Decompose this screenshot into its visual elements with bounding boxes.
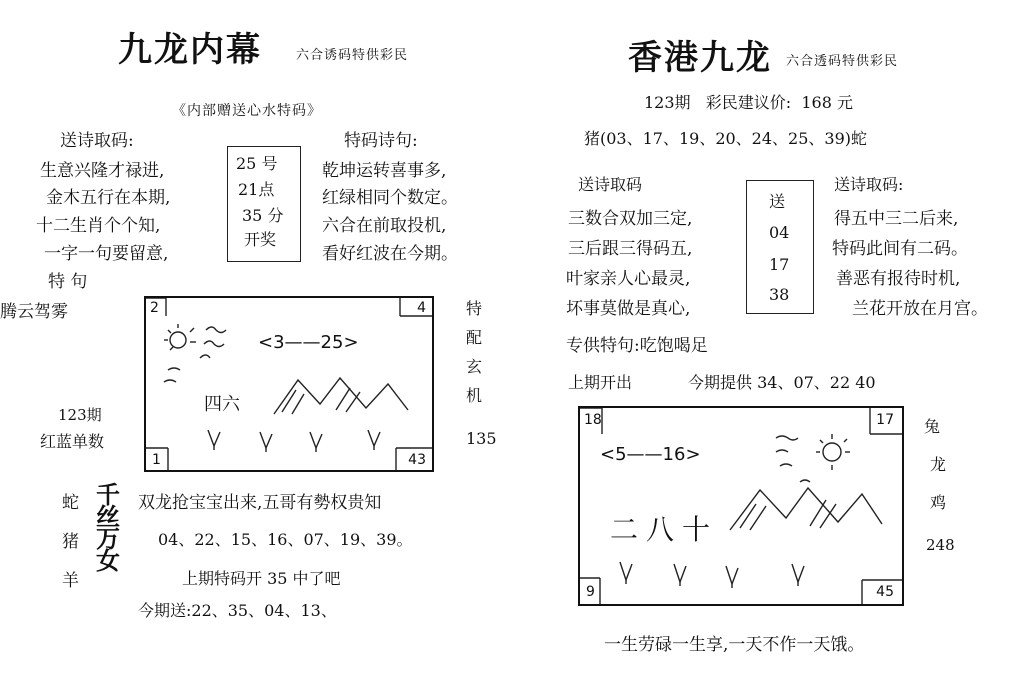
right-poem-left-1: 三数合双加三定, xyxy=(568,209,693,229)
vertical-char-2: 配 xyxy=(465,328,482,347)
special-poem-line-2: 红绿相同个数定。 xyxy=(322,188,458,208)
right-hint-picture xyxy=(578,406,904,606)
special-poem-line-1: 乾坤运转喜事多, xyxy=(322,161,447,181)
right-pic-hand-text: 二八十 xyxy=(610,513,719,546)
left-hand-big: 千丝万女 xyxy=(96,480,120,575)
right-pic-corner-tr: 17 xyxy=(876,412,894,428)
right-special-phrase: 专供特句:吃饱喝足 xyxy=(566,336,708,356)
left-right-number: 135 xyxy=(466,429,497,448)
left-poem-line-1: 生意兴隆才禄进, xyxy=(40,161,165,181)
right-zodiac-line: 猪(03、17、19、20、24、25、39)蛇 xyxy=(584,129,868,148)
right-pic-range: <5——16> xyxy=(600,444,701,465)
special-phrase: 腾云驾雾 xyxy=(0,302,68,322)
vertical-char-4: 机 xyxy=(465,386,482,405)
draw-label: 开奖 xyxy=(244,230,277,249)
side-zodiac-dragon: 龙 xyxy=(930,455,947,474)
right-poem-right-2: 特码此间有二码。 xyxy=(832,239,968,259)
side-number: 248 xyxy=(926,536,955,554)
send-box-num-3: 38 xyxy=(769,285,790,304)
sun-icon xyxy=(170,332,186,348)
left-pic-corner-br: 43 xyxy=(408,452,426,468)
left-pic-corner-tr: 4 xyxy=(417,300,426,316)
left-today-send: 今期送:22、35、04、13、 xyxy=(138,601,337,620)
send-box-num-2: 17 xyxy=(769,255,790,274)
right-pic-corner-tl: 18 xyxy=(584,412,602,428)
draw-hour: 21点 xyxy=(238,180,275,199)
right-pic-corner-br: 45 xyxy=(876,584,894,600)
left-line-1: 双龙抢宝宝出来,五哥有勢权贵知 xyxy=(138,493,382,513)
send-box-label: 送 xyxy=(769,192,786,211)
zodiac-label-snake: 蛇 xyxy=(62,493,79,513)
left-pic-corner-tl: 2 xyxy=(150,300,159,316)
right-poem-right-4: 兰花开放在月宫。 xyxy=(852,299,988,319)
zodiac-label-pig: 猪 xyxy=(62,532,79,552)
right-today-provide: 今期提供 34、07、22 40 xyxy=(688,373,876,392)
special-poem-line-3: 六合在前取投机, xyxy=(322,216,447,236)
left-title: 九龙内幕 xyxy=(118,30,262,70)
right-vertical-text xyxy=(464,294,484,410)
right-poem-left-2: 三后跟三得码五, xyxy=(568,239,693,259)
left-poem-line-3: 十二生肖个个知, xyxy=(36,216,161,236)
special-poem-label: 特码诗句: xyxy=(344,131,418,151)
side-zodiac-rooster: 鸡 xyxy=(930,493,947,512)
left-pic-drawing xyxy=(146,298,432,470)
draw-time-box xyxy=(227,146,301,262)
left-last-hit: 上期特码开 35 中了吧 xyxy=(182,569,341,588)
right-footer: 一生劳碌一生享,一天不作一天饿。 xyxy=(604,635,865,655)
right-price-line: 123期 彩民建议价: 168 元 xyxy=(644,93,853,112)
left-hint-picture xyxy=(144,296,434,472)
side-zodiac-rabbit: 兔 xyxy=(924,417,941,436)
left-poem-line-4: 一字一句要留意, xyxy=(44,244,169,264)
right-title: 香港九龙 xyxy=(628,38,772,78)
zodiac-label-sheep: 羊 xyxy=(62,571,79,591)
left-pic-hand-text: 四六 xyxy=(204,394,240,415)
right-poem-right-3: 善恶有报待时机, xyxy=(836,269,961,289)
left-poem-label: 送诗取码: xyxy=(60,131,134,151)
draw-date: 25 号 xyxy=(236,154,278,173)
right-poem-left-4: 坏事莫做是真心, xyxy=(566,299,691,319)
left-pic-corner-bl: 1 xyxy=(152,452,161,468)
special-poem-line-4: 看好红波在今期。 xyxy=(322,244,458,264)
left-poem-line-2: 金木五行在本期, xyxy=(46,188,171,208)
left-subtitle: 六合诱码特供彩民 xyxy=(296,48,409,63)
send-box-num-1: 04 xyxy=(769,223,790,242)
vertical-char-1: 特 xyxy=(465,299,482,318)
right-poem-right-1: 得五中三二后来, xyxy=(834,209,959,229)
sun-icon xyxy=(823,443,841,461)
right-poem-label-right: 送诗取码: xyxy=(834,175,904,194)
special-phrase-label: 特 句 xyxy=(48,272,88,292)
left-pic-range: <3——25> xyxy=(258,332,359,353)
vertical-char-3: 玄 xyxy=(465,357,482,376)
left-issue: 123期 xyxy=(58,406,102,424)
right-pic-drawing xyxy=(580,408,902,604)
left-numbers: 04、22、15、16、07、19、39。 xyxy=(158,530,413,549)
right-subtitle: 六合透码特供彩民 xyxy=(786,54,899,69)
right-poem-left-3: 叶家亲人心最灵, xyxy=(566,269,691,289)
left-issue-hint: 红蓝单数 xyxy=(40,432,105,451)
right-last-open: 上期开出 xyxy=(568,373,633,392)
left-gift-line: 《内部赠送心水特码》 xyxy=(172,103,322,119)
draw-minute: 35 分 xyxy=(242,206,284,225)
send-box xyxy=(746,180,814,314)
right-pic-corner-bl: 9 xyxy=(586,584,595,600)
right-poem-label-left: 送诗取码 xyxy=(578,175,643,194)
